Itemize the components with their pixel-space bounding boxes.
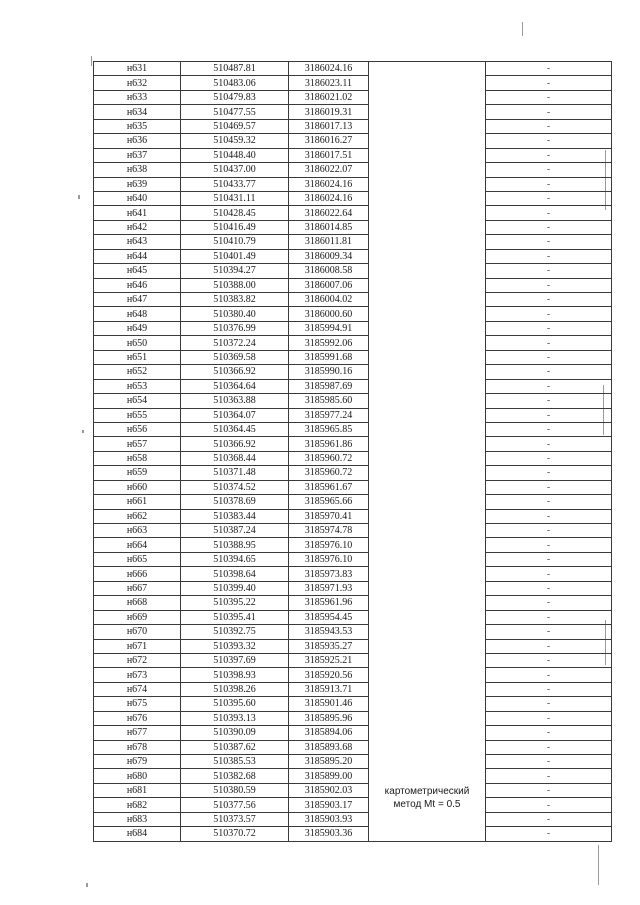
x-coordinate-cell: 510416.49 (181, 220, 289, 234)
point-id-cell: н660 (94, 480, 181, 494)
precision-cell: - (486, 812, 612, 826)
y-coordinate-cell: 3186011.81 (289, 235, 369, 249)
table-row (94, 134, 612, 148)
table-row (94, 711, 612, 725)
y-coordinate-cell: 3185994.91 (289, 321, 369, 335)
table-row (94, 451, 612, 465)
table-row (94, 538, 612, 552)
precision-cell: - (486, 422, 612, 436)
x-coordinate-cell: 510398.93 (181, 668, 289, 682)
table-row (94, 249, 612, 263)
scan-mark (82, 430, 84, 433)
table-row (94, 812, 612, 826)
scan-mark (86, 883, 88, 887)
precision-cell: - (486, 350, 612, 364)
x-coordinate-cell: 510382.68 (181, 769, 289, 783)
precision-cell: - (486, 105, 612, 119)
precision-cell: - (486, 596, 612, 610)
table-row (94, 191, 612, 205)
table-row (94, 62, 612, 76)
x-coordinate-cell: 510378.69 (181, 495, 289, 509)
y-coordinate-cell: 3185960.72 (289, 466, 369, 480)
precision-cell: - (486, 379, 612, 393)
y-coordinate-cell: 3185992.06 (289, 336, 369, 350)
point-id-cell: н682 (94, 798, 181, 812)
precision-cell: - (486, 163, 612, 177)
point-id-cell: н654 (94, 394, 181, 408)
x-coordinate-cell: 510364.45 (181, 422, 289, 436)
point-id-cell: н657 (94, 437, 181, 451)
point-id-cell: н666 (94, 567, 181, 581)
point-id-cell: н670 (94, 625, 181, 639)
x-coordinate-cell: 510385.53 (181, 755, 289, 769)
y-coordinate-cell: 3186016.27 (289, 134, 369, 148)
x-coordinate-cell: 510487.81 (181, 62, 289, 76)
point-id-cell: н637 (94, 148, 181, 162)
precision-cell: - (486, 235, 612, 249)
table-row (94, 365, 612, 379)
table-row (94, 524, 612, 538)
point-id-cell: н633 (94, 90, 181, 104)
precision-cell: - (486, 567, 612, 581)
y-coordinate-cell: 3186022.64 (289, 206, 369, 220)
point-id-cell: н655 (94, 408, 181, 422)
x-coordinate-cell: 510398.26 (181, 682, 289, 696)
point-id-cell: н671 (94, 639, 181, 653)
precision-cell: - (486, 191, 612, 205)
scan-mark (91, 56, 92, 66)
table-row (94, 682, 612, 696)
precision-cell: - (486, 220, 612, 234)
y-coordinate-cell: 3185895.96 (289, 711, 369, 725)
point-id-cell: н640 (94, 191, 181, 205)
precision-cell: - (486, 639, 612, 653)
point-id-cell: н650 (94, 336, 181, 350)
table-row (94, 293, 612, 307)
precision-cell: - (486, 336, 612, 350)
table-row (94, 798, 612, 812)
precision-cell: - (486, 148, 612, 162)
y-coordinate-cell: 3186000.60 (289, 307, 369, 321)
point-id-cell: н639 (94, 177, 181, 191)
y-coordinate-cell: 3185894.06 (289, 726, 369, 740)
x-coordinate-cell: 510376.99 (181, 321, 289, 335)
precision-cell: - (486, 437, 612, 451)
y-coordinate-cell: 3185899.00 (289, 769, 369, 783)
y-coordinate-cell: 3186017.51 (289, 148, 369, 162)
table-row (94, 581, 612, 595)
x-coordinate-cell: 510428.45 (181, 206, 289, 220)
precision-cell: - (486, 697, 612, 711)
point-id-cell: н664 (94, 538, 181, 552)
y-coordinate-cell: 3185976.10 (289, 552, 369, 566)
x-coordinate-cell: 510448.40 (181, 148, 289, 162)
point-id-cell: н643 (94, 235, 181, 249)
point-id-cell: н658 (94, 451, 181, 465)
point-id-cell: н661 (94, 495, 181, 509)
table-row (94, 466, 612, 480)
x-coordinate-cell: 510368.44 (181, 451, 289, 465)
table-row (94, 408, 612, 422)
point-id-cell: н684 (94, 827, 181, 841)
table-row (94, 422, 612, 436)
point-id-cell: н675 (94, 697, 181, 711)
precision-cell: - (486, 119, 612, 133)
y-coordinate-cell: 3185977.24 (289, 408, 369, 422)
x-coordinate-cell: 510392.75 (181, 625, 289, 639)
y-coordinate-cell: 3185987.69 (289, 379, 369, 393)
table-row (94, 177, 612, 191)
y-coordinate-cell: 3185913.71 (289, 682, 369, 696)
table-row (94, 163, 612, 177)
x-coordinate-cell: 510364.07 (181, 408, 289, 422)
scan-mark (78, 195, 80, 199)
table-row (94, 76, 612, 90)
y-coordinate-cell: 3185961.67 (289, 480, 369, 494)
point-id-cell: н644 (94, 249, 181, 263)
point-id-cell: н641 (94, 206, 181, 220)
y-coordinate-cell: 3186023.11 (289, 76, 369, 90)
x-coordinate-cell: 510383.44 (181, 509, 289, 523)
point-id-cell: н648 (94, 307, 181, 321)
x-coordinate-cell: 510363.88 (181, 394, 289, 408)
point-id-cell: н677 (94, 726, 181, 740)
x-coordinate-cell: 510431.11 (181, 191, 289, 205)
x-coordinate-cell: 510374.52 (181, 480, 289, 494)
point-id-cell: н662 (94, 509, 181, 523)
precision-cell: - (486, 827, 612, 841)
precision-cell: - (486, 264, 612, 278)
precision-cell: - (486, 798, 612, 812)
point-id-cell: н645 (94, 264, 181, 278)
point-id-cell: н632 (94, 76, 181, 90)
precision-cell: - (486, 76, 612, 90)
x-coordinate-cell: 510388.00 (181, 278, 289, 292)
scan-mark (522, 22, 523, 36)
x-coordinate-cell: 510390.09 (181, 726, 289, 740)
y-coordinate-cell: 3185901.46 (289, 697, 369, 711)
precision-cell: - (486, 581, 612, 595)
precision-cell: - (486, 610, 612, 624)
table-row (94, 567, 612, 581)
table-row (94, 148, 612, 162)
table-row (94, 552, 612, 566)
precision-cell: - (486, 278, 612, 292)
table-row (94, 755, 612, 769)
y-coordinate-cell: 3185965.85 (289, 422, 369, 436)
precision-cell: - (486, 668, 612, 682)
point-id-cell: н672 (94, 653, 181, 667)
y-coordinate-cell: 3186022.07 (289, 163, 369, 177)
y-coordinate-cell: 3185974.78 (289, 524, 369, 538)
table-row (94, 596, 612, 610)
table-row (94, 307, 612, 321)
y-coordinate-cell: 3185990.16 (289, 365, 369, 379)
table-row (94, 119, 612, 133)
precision-cell: - (486, 552, 612, 566)
x-coordinate-cell: 510477.55 (181, 105, 289, 119)
precision-cell: - (486, 495, 612, 509)
y-coordinate-cell: 3185925.21 (289, 653, 369, 667)
point-id-cell: н667 (94, 581, 181, 595)
y-coordinate-cell: 3186007.06 (289, 278, 369, 292)
point-id-cell: н642 (94, 220, 181, 234)
method-line-1: картометрический (384, 785, 470, 797)
point-id-cell: н674 (94, 682, 181, 696)
y-coordinate-cell: 3186024.16 (289, 62, 369, 76)
point-id-cell: н638 (94, 163, 181, 177)
precision-cell: - (486, 307, 612, 321)
x-coordinate-cell: 510395.22 (181, 596, 289, 610)
point-id-cell: н646 (94, 278, 181, 292)
table-row (94, 321, 612, 335)
x-coordinate-cell: 510459.32 (181, 134, 289, 148)
table-row (94, 394, 612, 408)
x-coordinate-cell: 510398.64 (181, 567, 289, 581)
table-row (94, 769, 612, 783)
x-coordinate-cell: 510483.06 (181, 76, 289, 90)
x-coordinate-cell: 510387.24 (181, 524, 289, 538)
x-coordinate-cell: 510383.82 (181, 293, 289, 307)
precision-cell: - (486, 62, 612, 76)
y-coordinate-cell: 3185970.41 (289, 509, 369, 523)
table-row (94, 827, 612, 841)
precision-cell: - (486, 538, 612, 552)
precision-cell: - (486, 625, 612, 639)
point-id-cell: н636 (94, 134, 181, 148)
point-id-cell: н649 (94, 321, 181, 335)
point-id-cell: н676 (94, 711, 181, 725)
x-coordinate-cell: 510395.60 (181, 697, 289, 711)
y-coordinate-cell: 3185920.56 (289, 668, 369, 682)
table-row (94, 625, 612, 639)
y-coordinate-cell: 3186021.02 (289, 90, 369, 104)
x-coordinate-cell: 510373.57 (181, 812, 289, 826)
x-coordinate-cell: 510394.27 (181, 264, 289, 278)
precision-cell: - (486, 394, 612, 408)
point-id-cell: н668 (94, 596, 181, 610)
precision-cell: - (486, 293, 612, 307)
coordinates-table (93, 61, 612, 842)
scan-mark (598, 845, 599, 885)
point-id-cell: н683 (94, 812, 181, 826)
precision-cell: - (486, 321, 612, 335)
precision-cell: - (486, 524, 612, 538)
table-row (94, 653, 612, 667)
point-id-cell: н659 (94, 466, 181, 480)
precision-cell: - (486, 653, 612, 667)
point-id-cell: н634 (94, 105, 181, 119)
table-row (94, 639, 612, 653)
x-coordinate-cell: 510399.40 (181, 581, 289, 595)
x-coordinate-cell: 510377.56 (181, 798, 289, 812)
table-row (94, 278, 612, 292)
table-row (94, 697, 612, 711)
y-coordinate-cell: 3185903.36 (289, 827, 369, 841)
precision-cell: - (486, 783, 612, 797)
precision-cell: - (486, 740, 612, 754)
table-row (94, 105, 612, 119)
y-coordinate-cell: 3186014.85 (289, 220, 369, 234)
precision-cell: - (486, 726, 612, 740)
x-coordinate-cell: 510479.83 (181, 90, 289, 104)
y-coordinate-cell: 3186009.34 (289, 249, 369, 263)
table-row (94, 740, 612, 754)
y-coordinate-cell: 3185895.20 (289, 755, 369, 769)
table-row (94, 336, 612, 350)
y-coordinate-cell: 3186004.02 (289, 293, 369, 307)
point-id-cell: н652 (94, 365, 181, 379)
precision-cell: - (486, 769, 612, 783)
method-line-2: метод Mt = 0.5 (393, 798, 461, 810)
table-row (94, 90, 612, 104)
x-coordinate-cell: 510366.92 (181, 437, 289, 451)
y-coordinate-cell: 3185985.60 (289, 394, 369, 408)
x-coordinate-cell: 510433.77 (181, 177, 289, 191)
precision-cell: - (486, 711, 612, 725)
x-coordinate-cell: 510369.58 (181, 350, 289, 364)
table-row (94, 783, 612, 797)
point-id-cell: н678 (94, 740, 181, 754)
precision-cell: - (486, 408, 612, 422)
precision-cell: - (486, 249, 612, 263)
x-coordinate-cell: 510469.57 (181, 119, 289, 133)
y-coordinate-cell: 3185960.72 (289, 451, 369, 465)
x-coordinate-cell: 510393.13 (181, 711, 289, 725)
y-coordinate-cell: 3185961.86 (289, 437, 369, 451)
table-row (94, 264, 612, 278)
precision-cell: - (486, 206, 612, 220)
table-row (94, 509, 612, 523)
y-coordinate-cell: 3185976.10 (289, 538, 369, 552)
x-coordinate-cell: 510393.32 (181, 639, 289, 653)
table-row (94, 206, 612, 220)
y-coordinate-cell: 3186024.16 (289, 191, 369, 205)
y-coordinate-cell: 3185991.68 (289, 350, 369, 364)
x-coordinate-cell: 510371.48 (181, 466, 289, 480)
method-cell (369, 62, 486, 842)
y-coordinate-cell: 3186008.58 (289, 264, 369, 278)
precision-cell: - (486, 451, 612, 465)
y-coordinate-cell: 3185903.93 (289, 812, 369, 826)
x-coordinate-cell: 510366.92 (181, 365, 289, 379)
y-coordinate-cell: 3185943.53 (289, 625, 369, 639)
point-id-cell: н651 (94, 350, 181, 364)
point-id-cell: н631 (94, 62, 181, 76)
y-coordinate-cell: 3185973.83 (289, 567, 369, 581)
point-id-cell: н681 (94, 783, 181, 797)
x-coordinate-cell: 510437.00 (181, 163, 289, 177)
y-coordinate-cell: 3185971.93 (289, 581, 369, 595)
point-id-cell: н679 (94, 755, 181, 769)
precision-cell: - (486, 134, 612, 148)
x-coordinate-cell: 510387.62 (181, 740, 289, 754)
y-coordinate-cell: 3185961.96 (289, 596, 369, 610)
point-id-cell: н673 (94, 668, 181, 682)
point-id-cell: н669 (94, 610, 181, 624)
x-coordinate-cell: 510394.65 (181, 552, 289, 566)
x-coordinate-cell: 510397.69 (181, 653, 289, 667)
point-id-cell: н635 (94, 119, 181, 133)
y-coordinate-cell: 3186024.16 (289, 177, 369, 191)
x-coordinate-cell: 510370.72 (181, 827, 289, 841)
table-row (94, 726, 612, 740)
x-coordinate-cell: 510364.64 (181, 379, 289, 393)
table-row (94, 379, 612, 393)
y-coordinate-cell: 3185935.27 (289, 639, 369, 653)
table-row (94, 668, 612, 682)
precision-cell: - (486, 365, 612, 379)
precision-cell: - (486, 509, 612, 523)
precision-cell: - (486, 466, 612, 480)
precision-cell: - (486, 480, 612, 494)
x-coordinate-cell: 510380.40 (181, 307, 289, 321)
coordinates-table-body (94, 62, 612, 842)
y-coordinate-cell: 3185902.03 (289, 783, 369, 797)
table-row (94, 437, 612, 451)
y-coordinate-cell: 3186017.13 (289, 119, 369, 133)
point-id-cell: н653 (94, 379, 181, 393)
x-coordinate-cell: 510401.49 (181, 249, 289, 263)
y-coordinate-cell: 3185954.45 (289, 610, 369, 624)
table-row (94, 235, 612, 249)
point-id-cell: н663 (94, 524, 181, 538)
x-coordinate-cell: 510372.24 (181, 336, 289, 350)
precision-cell: - (486, 177, 612, 191)
point-id-cell: н665 (94, 552, 181, 566)
point-id-cell: н656 (94, 422, 181, 436)
point-id-cell: н680 (94, 769, 181, 783)
x-coordinate-cell: 510380.59 (181, 783, 289, 797)
y-coordinate-cell: 3185965.66 (289, 495, 369, 509)
precision-cell: - (486, 755, 612, 769)
table-row (94, 220, 612, 234)
table-row (94, 480, 612, 494)
precision-cell: - (486, 682, 612, 696)
table-row (94, 350, 612, 364)
x-coordinate-cell: 510410.79 (181, 235, 289, 249)
precision-cell: - (486, 90, 612, 104)
table-row (94, 610, 612, 624)
y-coordinate-cell: 3185903.17 (289, 798, 369, 812)
x-coordinate-cell: 510395.41 (181, 610, 289, 624)
y-coordinate-cell: 3186019.31 (289, 105, 369, 119)
table-row (94, 495, 612, 509)
point-id-cell: н647 (94, 293, 181, 307)
x-coordinate-cell: 510388.95 (181, 538, 289, 552)
y-coordinate-cell: 3185893.68 (289, 740, 369, 754)
